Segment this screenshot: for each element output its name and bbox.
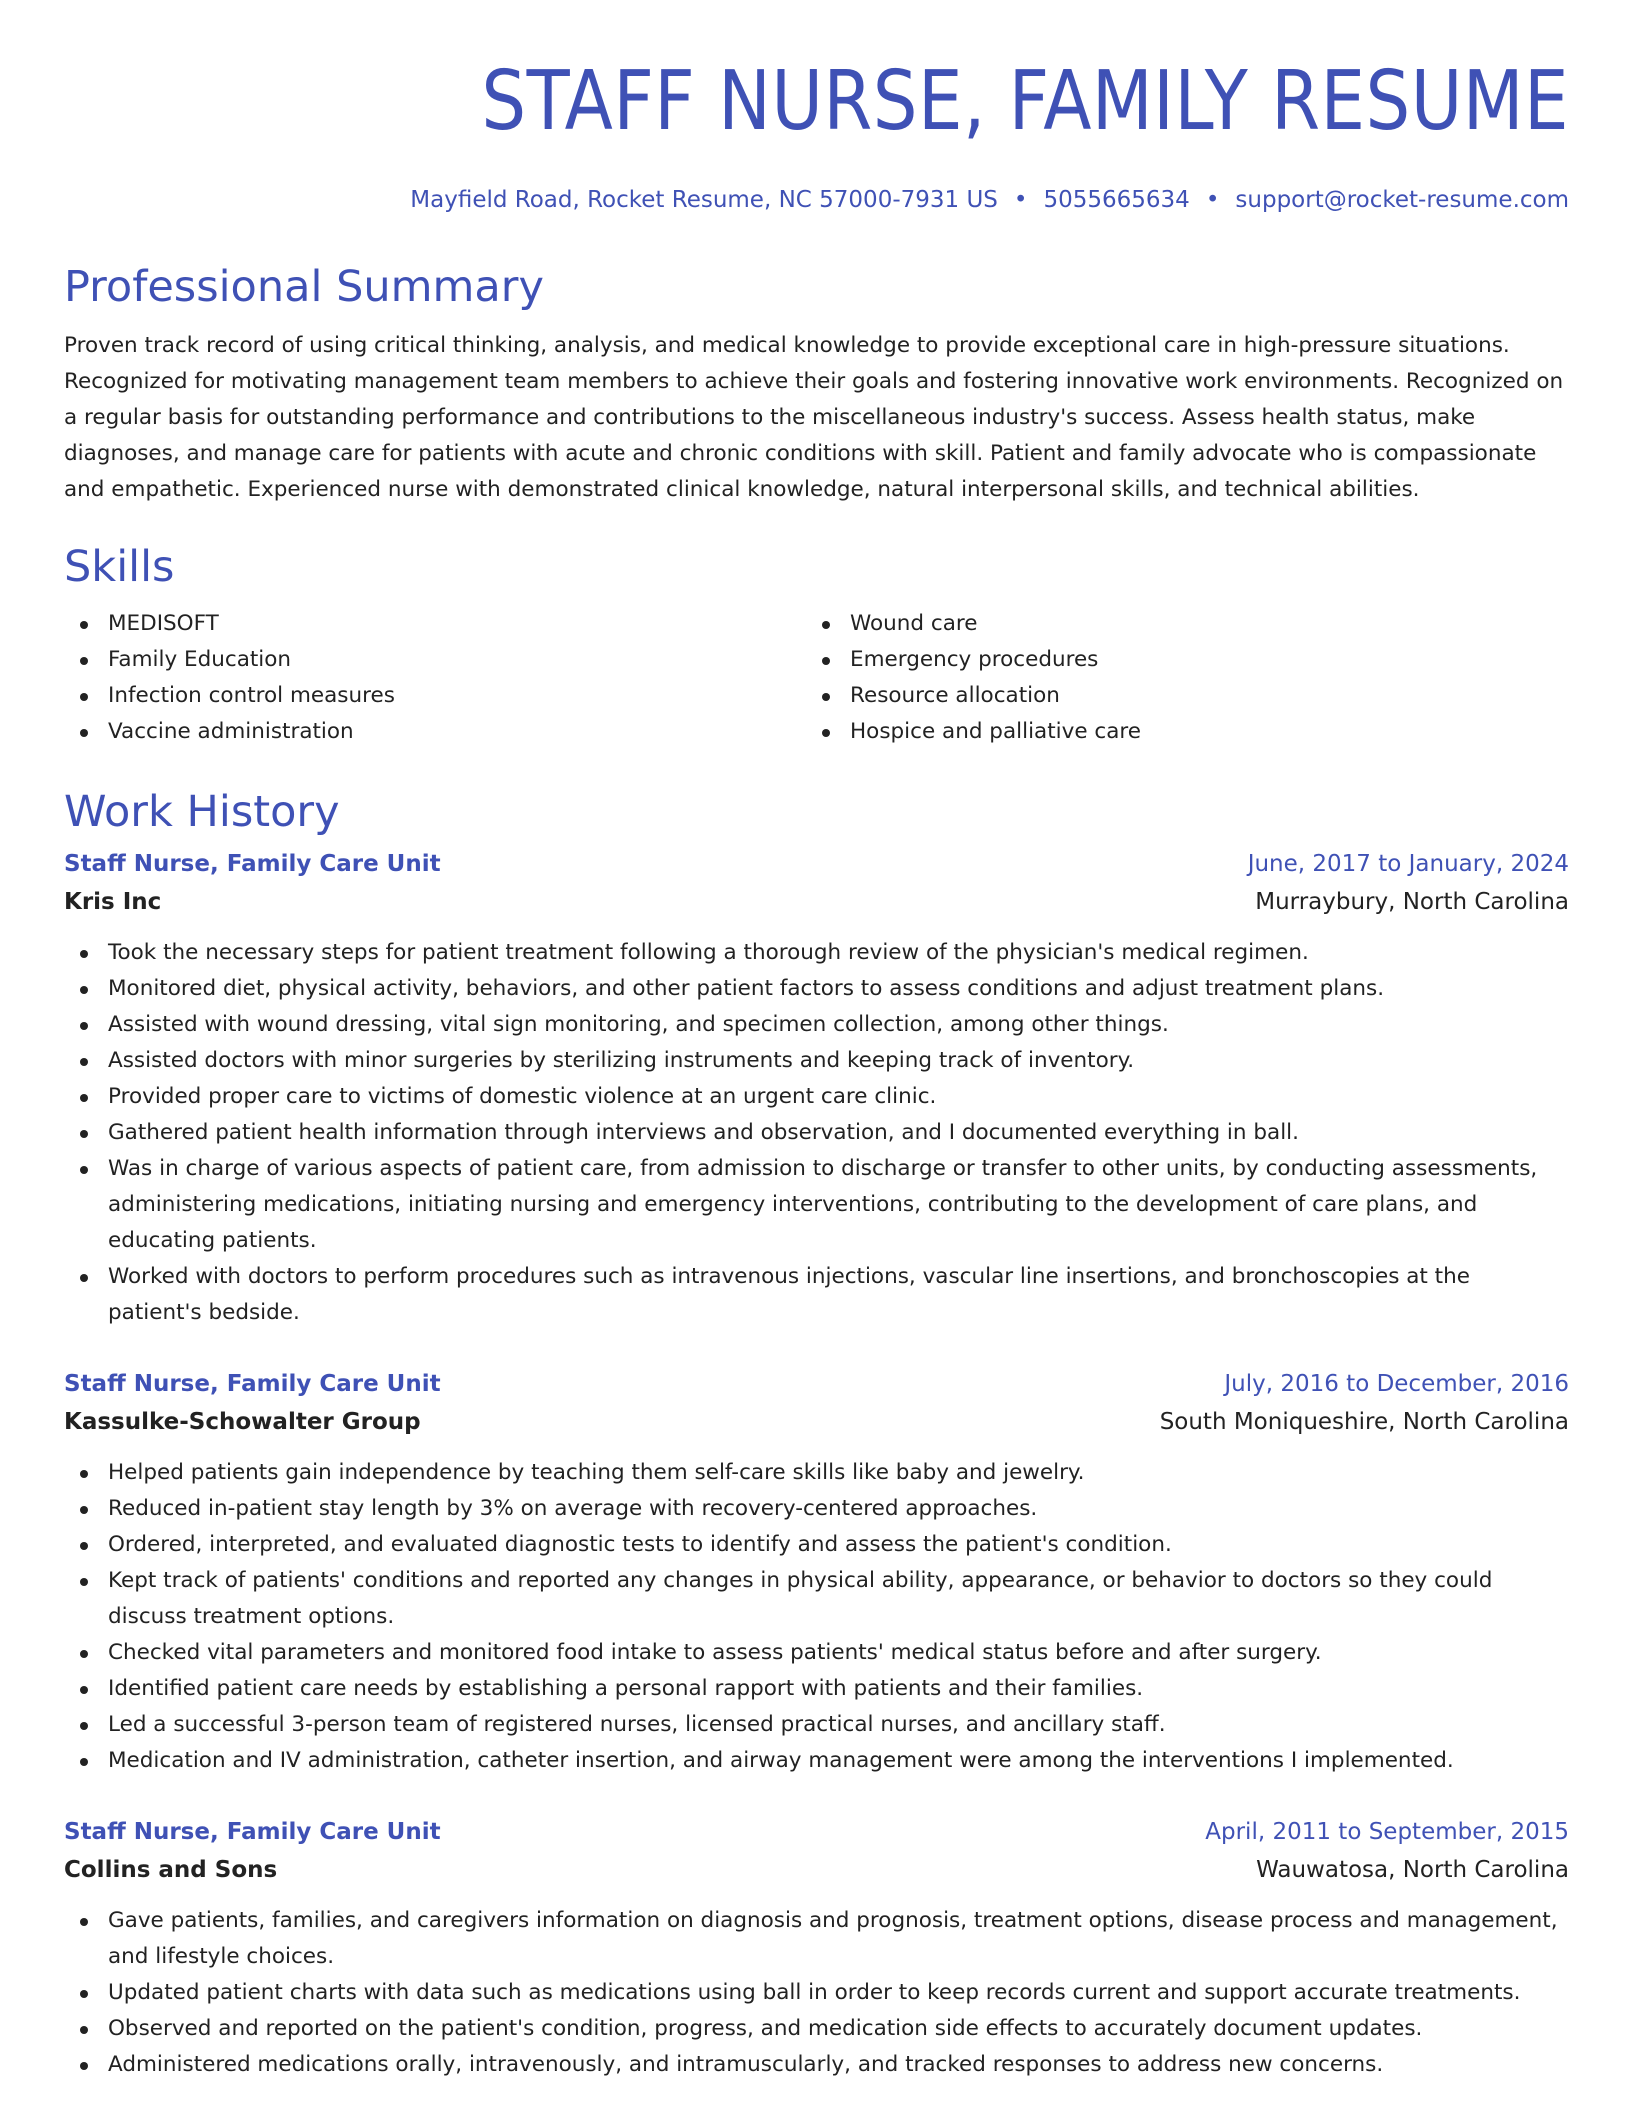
job-duty-item: Observed and reported on the patient's condition, progress, and medication side effects to accurately document updates.	[64, 2011, 1569, 2047]
job-dates: April, 2011 to September, 2015	[1205, 1819, 1569, 1845]
skill-item: Family Education	[64, 642, 806, 678]
job-duty-item: Worked with doctors to perform procedures such as intravenous injections, vascular line insertions, and bronchoscopies at the patient's bedside.	[64, 1259, 1569, 1331]
contact-separator: •	[1013, 187, 1028, 213]
contact-separator: •	[1205, 187, 1220, 213]
job-duties-list	[64, 935, 1569, 1331]
job-location: Wauwatosa, North Carolina	[1256, 1857, 1569, 1883]
job-company: Kris Inc	[64, 889, 162, 915]
skill-item: Infection control measures	[64, 678, 806, 714]
skill-item: Wound care	[806, 606, 1548, 642]
job-duty-item: Gathered patient health information through interviews and observation, and I documented everything in ball.	[64, 1115, 1569, 1151]
job-duties-list	[64, 1903, 1569, 2083]
job-company: Kassulke-Schowalter Group	[64, 1409, 421, 1435]
job-duty-item: Led a successful 3-person team of registered nurses, licensed practical nurses, and ancillary staff.	[64, 1707, 1569, 1743]
resume-title: STAFF NURSE, FAMILY RESUME	[481, 54, 1569, 149]
skill-item: Vaccine administration	[64, 714, 806, 750]
job-company-row	[64, 1851, 1569, 1889]
job-duty-item: Provided proper care to victims of domestic violence at an urgent care clinic.	[64, 1079, 1569, 1115]
job-company-row	[64, 1403, 1569, 1441]
skill-item: Resource allocation	[806, 678, 1548, 714]
summary-text: Proven track record of using critical thinking, analysis, and medical knowledge to provide exceptional care in high-pressure situations. Recognized for motivating management team members to achieve their goals and fostering innovative work environments. Recognized on a regular basis for outstanding performance and contributions to the miscellaneous industry's success. Assess health status, make diagnoses, and manage care for patients with acute and chronic conditions with skill. Patient and family advocate who is compassionate and empathetic. Experienced nurse with demonstrated clinical knowledge, natural interpersonal skills, and technical abilities.	[64, 333, 1564, 502]
job-duty-item: Assisted doctors with minor surgeries by sterilizing instruments and keeping track of inventory.	[64, 1043, 1569, 1079]
resume-page	[64, 0, 1569, 2077]
job-duty-item: Administered medications orally, intravenously, and intramuscularly, and tracked responses to address new concerns.	[64, 2047, 1569, 2083]
job-title: Staff Nurse, Family Care Unit	[64, 1371, 441, 1397]
job-dates: June, 2017 to January, 2024	[1247, 851, 1569, 877]
contact-email: support@rocket-resume.com	[1235, 187, 1569, 213]
job-entry	[64, 1365, 1569, 1779]
job-location: Murraybury, North Carolina	[1255, 889, 1569, 915]
skills-column-right	[806, 606, 1548, 750]
job-duty-item: Identified patient care needs by establishing a personal rapport with patients and their families.	[64, 1671, 1569, 1707]
job-duty-item: Updated patient charts with data such as medications using ball in order to keep records current and support accurate treatments.	[64, 1975, 1569, 2011]
job-duty-item: Assisted with wound dressing, vital sign monitoring, and specimen collection, among other things.	[64, 1007, 1569, 1043]
job-duty-item: Kept track of patients' conditions and reported any changes in physical ability, appearance, or behavior to doctors so they could discuss treatment options.	[64, 1563, 1569, 1635]
job-duty-item: Helped patients gain independence by teaching them self-care skills like baby and jewelry.	[64, 1455, 1569, 1491]
section-heading-summary: Professional Summary	[64, 262, 544, 312]
job-duty-item: Medication and IV administration, catheter insertion, and airway management were among the interventions I implemented.	[64, 1743, 1569, 1779]
job-duty-item: Monitored diet, physical activity, behaviors, and other patient factors to assess conditions and adjust treatment plans.	[64, 971, 1569, 1007]
section-heading-work: Work History	[64, 787, 340, 837]
job-title-row	[64, 1813, 1569, 1851]
job-duty-item: Checked vital parameters and monitored food intake to assess patients' medical status before and after surgery.	[64, 1635, 1569, 1671]
contact-line	[64, 184, 1569, 216]
job-title-row	[64, 845, 1569, 883]
contact-phone: 5055665634	[1043, 187, 1190, 213]
job-entry	[64, 1813, 1569, 2083]
professional-summary-section	[64, 260, 1569, 530]
section-heading-skills: Skills	[64, 542, 175, 592]
skill-item: Hospice and palliative care	[806, 714, 1548, 750]
job-title: Staff Nurse, Family Care Unit	[64, 851, 441, 877]
contact-address: Mayfield Road, Rocket Resume, NC 57000-7931 US	[410, 187, 998, 213]
job-title-row	[64, 1365, 1569, 1403]
skill-item: Emergency procedures	[806, 642, 1548, 678]
job-company: Collins and Sons	[64, 1857, 278, 1883]
job-dates: July, 2016 to December, 2016	[1224, 1371, 1569, 1397]
resume-header	[64, 0, 1569, 216]
job-duty-item: Took the necessary steps for patient treatment following a thorough review of the physician's medical regimen.	[64, 935, 1569, 971]
job-duty-item: Gave patients, families, and caregivers information on diagnosis and prognosis, treatment options, disease process and management, and lifestyle choices.	[64, 1903, 1569, 1975]
job-entry	[64, 845, 1569, 1331]
skills-section	[64, 540, 1569, 750]
job-duty-item: Was in charge of various aspects of patient care, from admission to discharge or transfer to other units, by conducting assessments, administering medications, initiating nursing and emergency interventions, contributing to the development of care plans, and educating patients.	[64, 1151, 1569, 1259]
job-duty-item: Ordered, interpreted, and evaluated diagnostic tests to identify and assess the patient's condition.	[64, 1527, 1569, 1563]
skills-columns	[64, 606, 1569, 750]
skills-column-left	[64, 606, 806, 750]
job-duties-list	[64, 1455, 1569, 1779]
job-company-row	[64, 883, 1569, 921]
job-location: South Moniqueshire, North Carolina	[1159, 1409, 1569, 1435]
work-history-section	[64, 785, 1569, 2077]
job-title: Staff Nurse, Family Care Unit	[64, 1819, 441, 1845]
skill-item: MEDISOFT	[64, 606, 806, 642]
job-duty-item: Reduced in-patient stay length by 3% on average with recovery-centered approaches.	[64, 1491, 1569, 1527]
